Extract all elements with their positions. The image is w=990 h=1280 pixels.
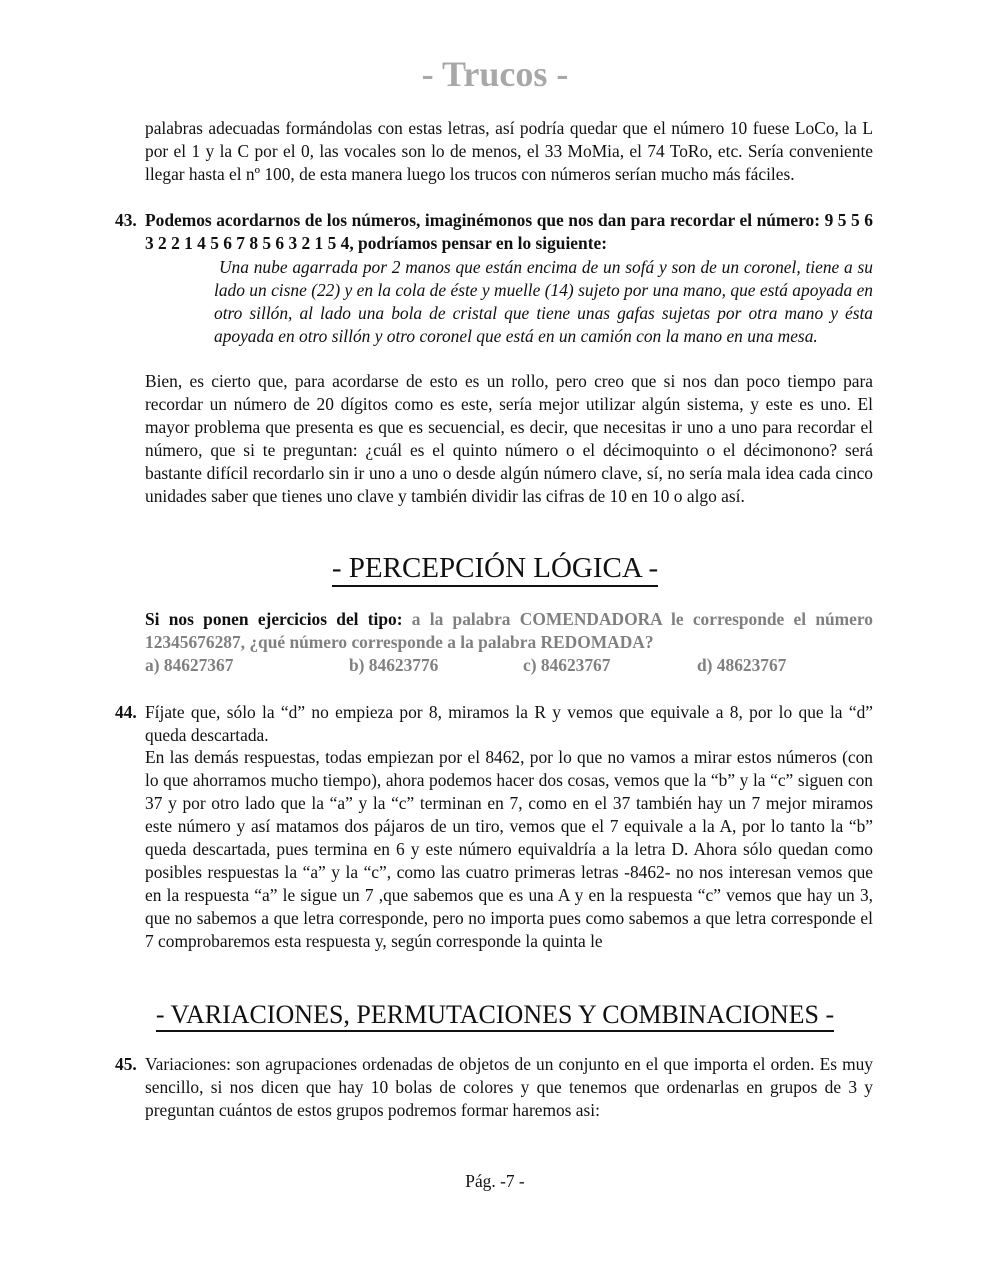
question-lead: Si nos ponen ejercicios del tipo: [145, 609, 403, 629]
logic-question [145, 608, 873, 654]
option-b: b) 84623776 [349, 655, 439, 675]
item-43-heading: Podemos acordarnos de los números, imaginémonos que nos dan para recordar el número: 9 5 5 6 3 2 2 1 4 5 6 7 8 5 6 3 2 1 5 4, podríamos pensar en lo siguiente: [145, 210, 873, 253]
option-c: c) 84623767 [523, 655, 611, 675]
item-number-45: 45. [115, 1054, 137, 1074]
item-44-para2: En las demás respuestas, todas empiezan por el 8462, por lo que no vamos a mirar estos números (con lo que ahorramos mucho tiempo), ahora podemos hacer dos cosas, vemos que la “b” y la “c” siguen con 37 y por otro lado que la “a” y la “c” terminan en 7, como en el 37 también hay un 7 mejor miramos este número y así matamos dos pájaros de un tiro, vemos que el 7 equivale a la A, por lo tanto la “b” queda descartada, pues termina en 6 y este número equivaldría a la letra D. Ahora sólo quedan como posibles respuestas la “a” y la “c”, como las cuatro primeras letras -8462- no nos interesan vemos que en la respuesta “a” le sigue un 7 ,que sabemos que es una A y en la respuesta “c” vemos que hay un 3, que no sabemos a que letra corresponde, pero no importa pues como sabemos a que letra corresponde el 7 comprobaremos esta respuesta y, según corresponde la quinta le [145, 747, 873, 951]
option-d: d) 48623767 [697, 655, 787, 675]
page-title: - Trucos - [421, 54, 569, 94]
intro-paragraph: palabras adecuadas formándolas con estas letras, así podría quedar que el número 10 fuese LoCo, la L por el 1 y la C por el 0, las vocales son lo de menos, el 33 MoMia, el 74 ToRo, etc. Sería conveniente llegar hasta el nº 100, de esta manera luego los trucos con números serían mucho más fáciles. [145, 118, 873, 184]
item-number-43: 43. [115, 210, 137, 230]
question-text: a la palabra COMENDADORA le corresponde el número 12345676287, ¿qué número corresponde a la palabra REDOMADA? [145, 609, 873, 652]
item-43-story: Una nube agarrada por 2 manos que están encima de un sofá y son de un coronel, tiene a su lado un cisne (22) y en la cola de éste y muelle (14) sujeto por una mano, que está apoyada en otro sillón, al lado una bola de cristal que tiene unas gafas sujetas por otra mano y ésta apoyada en otro sillón y otro coronel que está en un camión con la mano en una mesa. [214, 257, 873, 346]
section-heading-percepcion-logica [0, 552, 990, 587]
section-heading-variaciones [0, 1000, 990, 1032]
item-43-body: Bien, es cierto que, para acordarse de esto es un rollo, pero creo que si nos dan poco tiempo para recordar un número de 20 dígitos como es este, sería mejor utilizar algún sistema, y este es uno. El mayor problema que presenta es que es secuencial, es decir, que necesitas ir uno a uno para recordar el número, que si te preguntan: ¿cuál es el quinto número o el décimoquinto o el décimonono? será bastante difícil recordarlo sin ir uno a uno o desde algún número clave, sí, no sería mala idea cada cinco unidades saber que tienes uno clave y también dividir las cifras de 10 en 10 o algo así. [145, 371, 873, 506]
item-number-44: 44. [115, 702, 137, 722]
item-45-body: Variaciones: son agrupaciones ordenadas de objetos de un conjunto en el que importa el orden. Es muy sencillo, si nos dicen que hay 10 bolas de colores y que tenemos que ordenarlas en grupos de 3 y preguntan cuántos de estos grupos podremos formar haremos asi: [145, 1054, 873, 1120]
page-number: Pág. -7 - [465, 1171, 525, 1191]
section-title: - PERCEPCIÓN LÓGICA - [332, 552, 658, 587]
section-title: - VARIACIONES, PERMUTACIONES Y COMBINACIONES - [156, 1000, 834, 1032]
option-a: a) 84627367 [145, 655, 234, 675]
item-44-para1: Fíjate que, sólo la “d” no empieza por 8, miramos la R y vemos que equivale a 8, por lo que la “d” queda descartada. [145, 702, 873, 745]
